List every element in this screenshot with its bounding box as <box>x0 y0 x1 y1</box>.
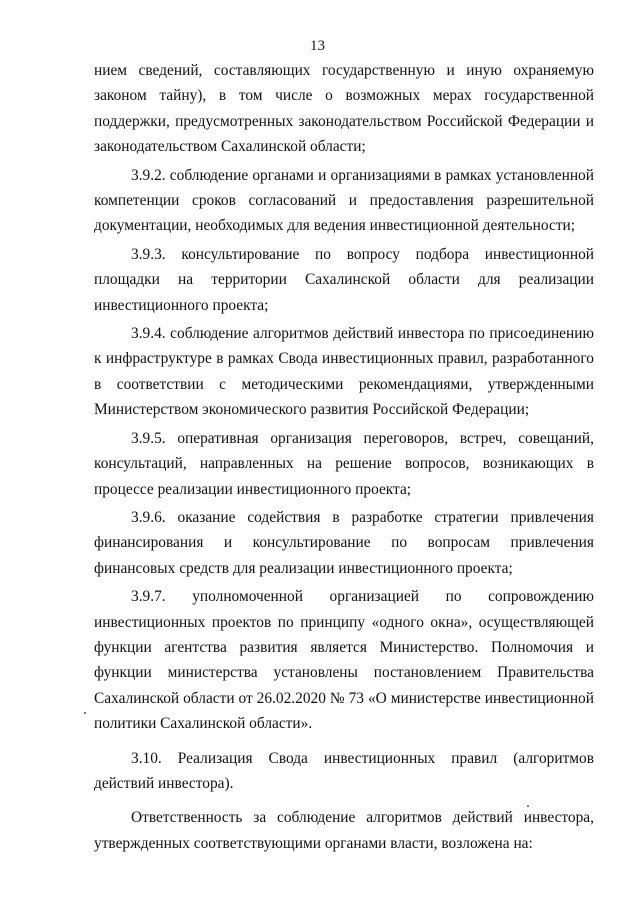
paragraph-continuation: нием сведений, составляющих государственную и иную охраняемую законом тайну), в том числе о возможных мерах государственной поддержки, предусмотренных законодательством Российской Федерации и законодательством Сахалинской области; <box>94 62 594 156</box>
paragraph-3-9-5: 3.9.5. оперативная организация переговоров, встреч, совещаний, консультаций, направленных на решение вопросов, возникающих в процессе реализации инвестиционного проекта; <box>94 429 594 498</box>
document-body <box>94 58 594 856</box>
paragraph-3-9-7: 3.9.7. уполномоченной организацией по сопровождению инвестиционных проектов по принципу «одного окна», осуществляющей функции агентства развития является Министерство. Полномочия и функции министерства установлены постановлением Правительства Сахалинской области от 26.02.2020 № 73 «О министерстве инвестиционной политики Сахалинской области». <box>94 588 594 733</box>
paragraph-3-9-3: 3.9.3. консультирование по вопросу подбора инвестиционной площадки на территории Сахалинской области для реализации инвестиционного проекта; <box>94 245 594 314</box>
paragraph-3-9-6: 3.9.6. оказание содействия в разработке стратегии привлечения финансирования и консультирование по вопросам привлечения финансовых средств для реализации инвестиционного проекта; <box>94 508 594 577</box>
paragraph-3-9-2: 3.9.2. соблюдение органами и организациями в рамках установленной компетенции сроков согласований и предоставления разрешительной документации, необходимых для ведения инвестиционной деятельности; <box>94 166 594 235</box>
paragraph-3-9-4: 3.9.4. соблюдение алгоритмов действий инвестора по присоединению к инфраструктуре в рамках Свода инвестиционных правил, разработанного в соответствии с методическими рекомендациями, утвержденными Министерством экономического развития Российской Федерации; <box>94 325 594 419</box>
scan-speck <box>527 805 529 807</box>
paragraph-3-10: 3.10. Реализация Свода инвестиционных правил (алгоритмов действий инвестора). <box>94 749 594 792</box>
paragraph-responsibility: Ответственность за соблюдение алгоритмов действий инвестора, утвержденных соответствующими органами власти, возложена на: <box>94 809 594 852</box>
page-number: 13 <box>310 38 325 54</box>
scan-speck <box>84 712 86 714</box>
